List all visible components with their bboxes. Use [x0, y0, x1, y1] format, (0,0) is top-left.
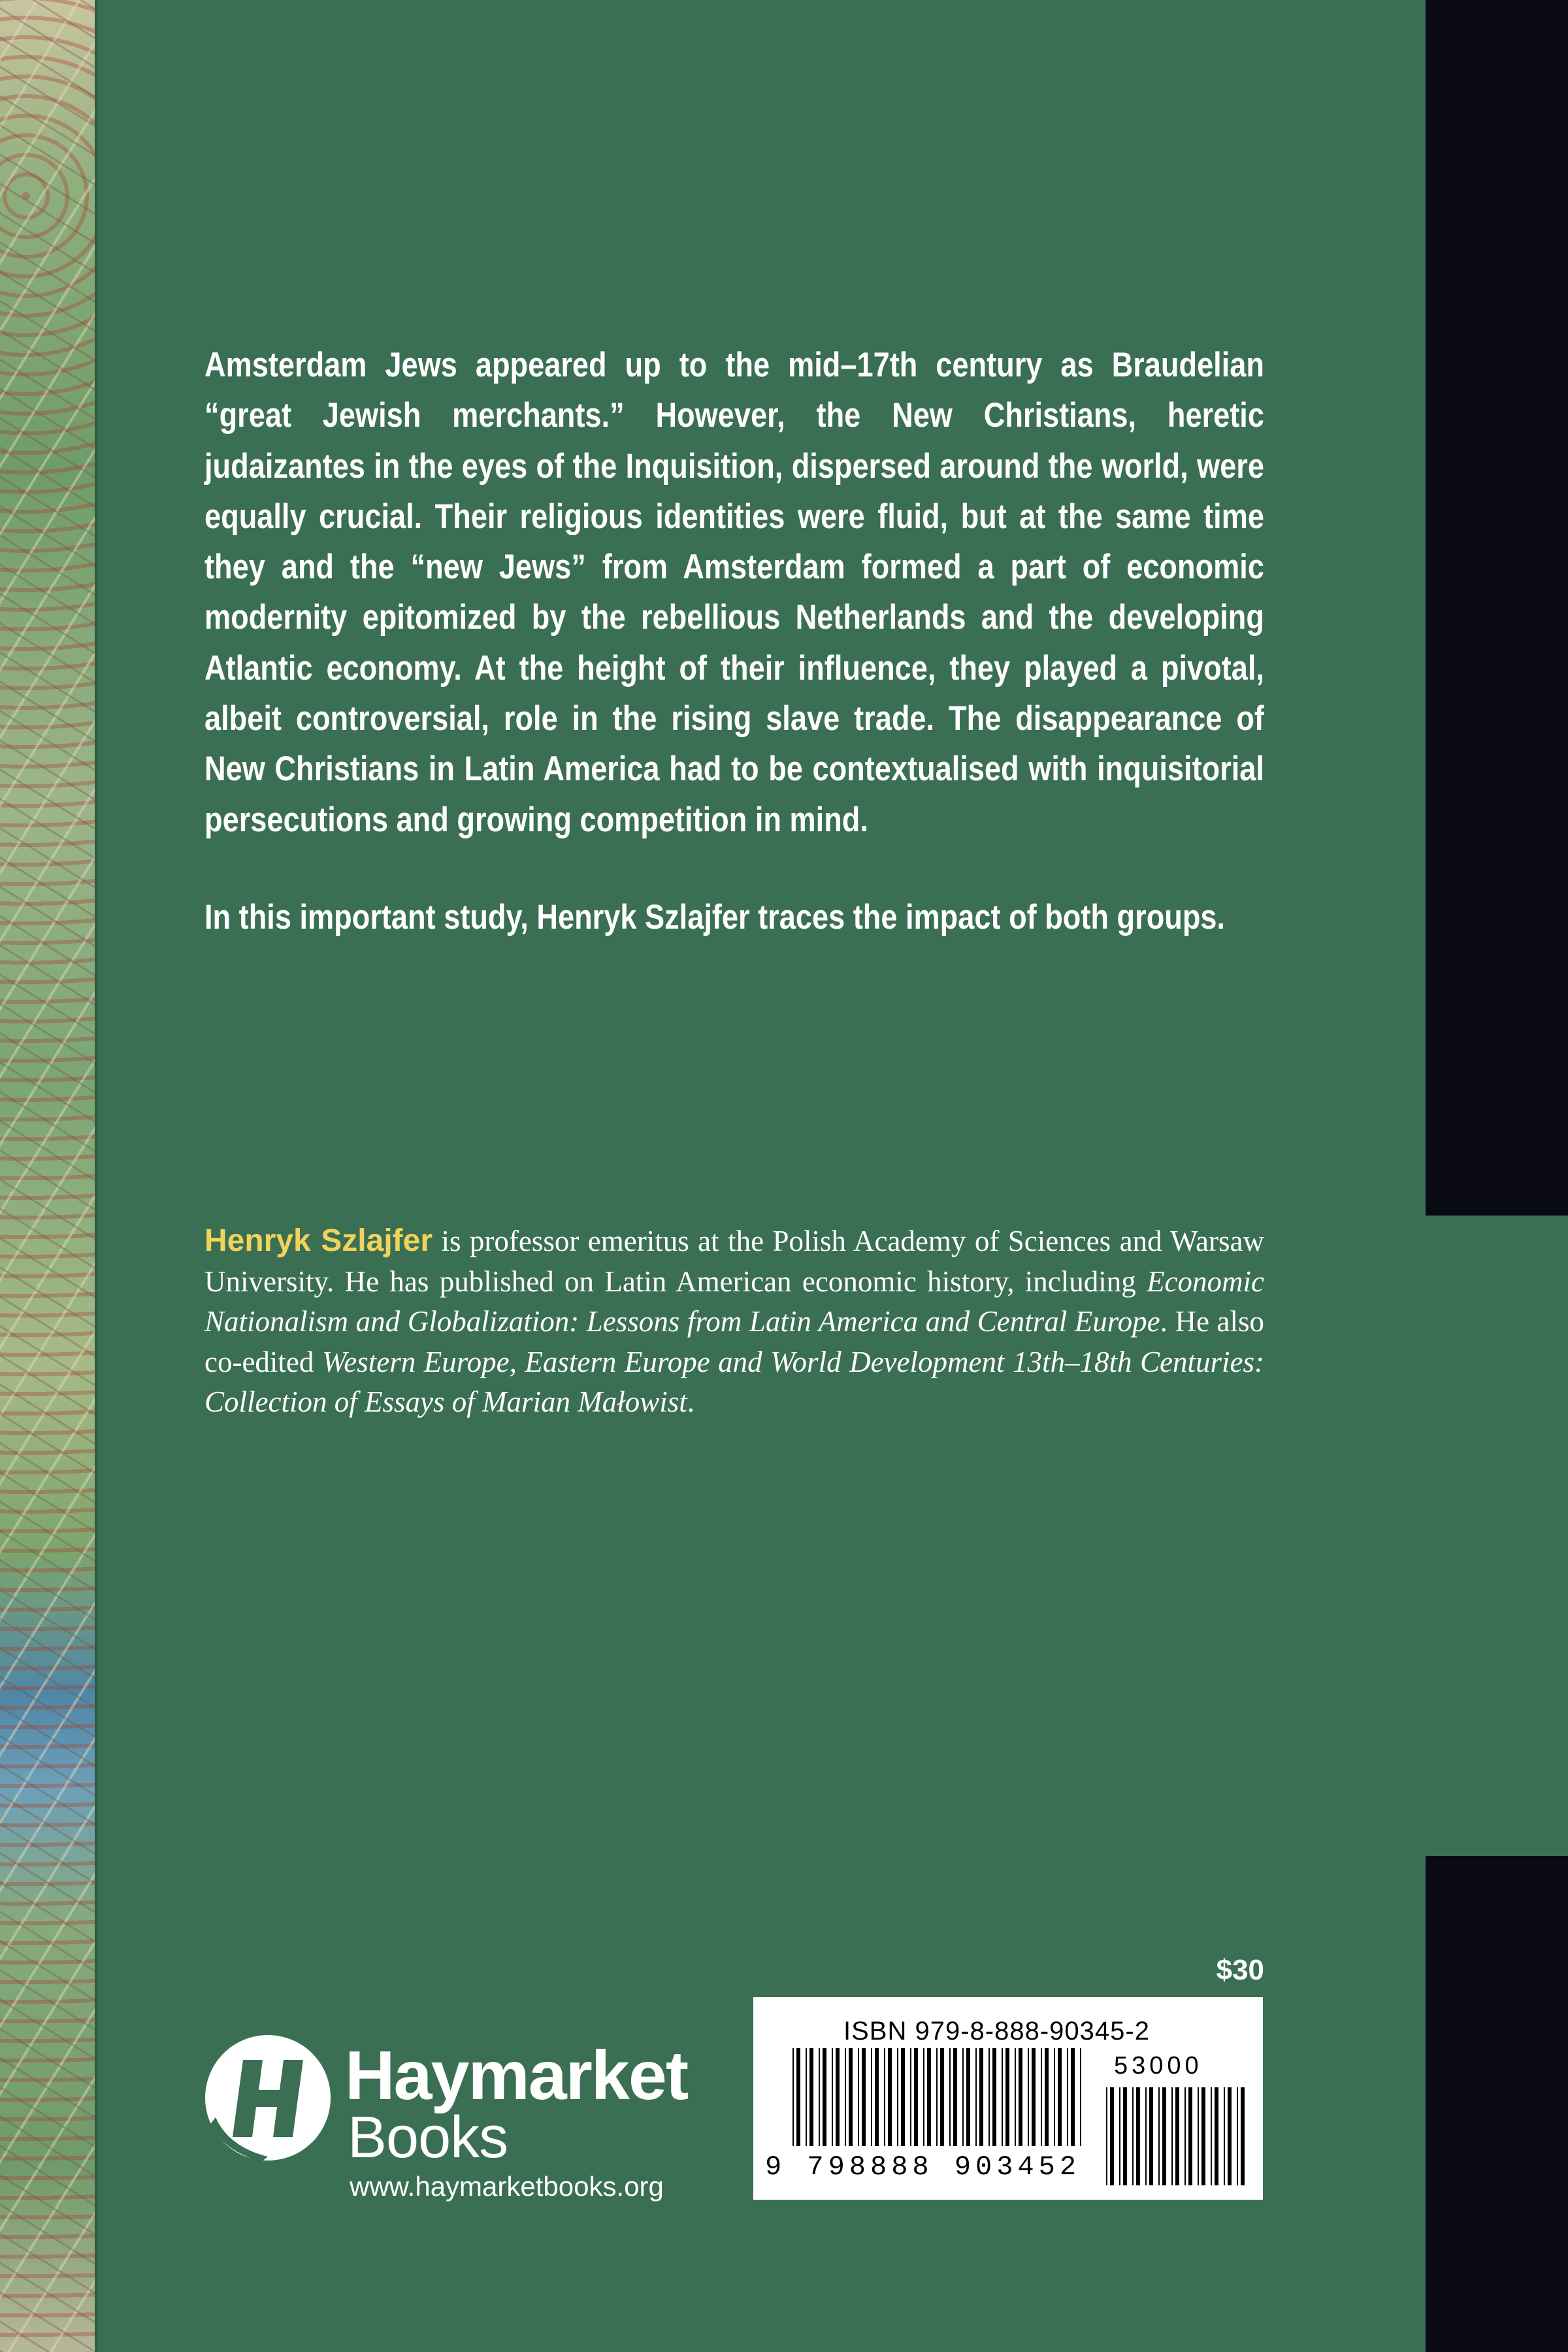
barcode-bar [923, 2048, 924, 2146]
barcode-bar [1228, 2087, 1232, 2185]
barcode-bar [936, 2048, 938, 2146]
ean-digits: 9 798888 903452 [765, 2151, 1081, 2183]
barcode-bar [1110, 2087, 1114, 2185]
barcode-bar [1028, 2048, 1029, 2146]
barcode-bar [1241, 2087, 1245, 2185]
barcode-bar [1224, 2087, 1225, 2185]
barcode-bar [1132, 2087, 1134, 2185]
barcode-bar [927, 2048, 931, 2146]
publisher-name-line2: Books [348, 2105, 508, 2170]
blurb-paragraph-1: Amsterdam Jews appeared up to the mid–17th century as Braudelian “great Jewish merchants.” However, the New Christians, heretic judaizantes in the eyes of the Inquisition, dispersed around the world, were equally crucial. Their religious identities were fluid, but at the same time they and the “new Jews” from Amsterdam formed a part of economic modernity epitomized by the rebellious Netherlands and the developing Atlantic economy. At the height of their influence, they played a pivotal, albeit controversial, role in the rising slave trade. The disappearance of New Christians in Latin America had to be contextualised with inquisitorial persecutions and growing competition in mind. [204, 346, 1264, 839]
barcode-bar [809, 2048, 813, 2146]
barcode-bar [1058, 2048, 1062, 2146]
barcode-addon: 53000 [1114, 2052, 1203, 2079]
barcode-bar [796, 2048, 800, 2146]
barcode-bar [988, 2048, 990, 2146]
barcode-bar [940, 2048, 944, 2146]
price: $30 [1216, 1954, 1264, 1986]
barcode-bar [949, 2048, 951, 2146]
barcode-bar [1005, 2048, 1009, 2146]
bio-text-2: . He also co-edited [204, 1305, 1264, 1378]
blurb [204, 340, 1264, 942]
barcode-bar [875, 2048, 879, 2146]
barcode-bar [1002, 2048, 1003, 2146]
isbn-label: ISBN 979-8-888-90345-2 [843, 2017, 1150, 2046]
barcode-bar [1149, 2087, 1153, 2185]
barcode-bar [966, 2048, 970, 2146]
barcode-bar [884, 2048, 885, 2146]
barcode-bar [1237, 2087, 1238, 2185]
author-bio [204, 1221, 1264, 1423]
barcode-bar [1071, 2048, 1075, 2146]
barcode-bar [1032, 2048, 1036, 2146]
haymarket-logo-icon [203, 2032, 333, 2163]
barcode-bar [901, 2048, 905, 2146]
barcode-bar [992, 2048, 996, 2146]
barcode-bar [1162, 2087, 1166, 2185]
barcode-bar [806, 2048, 807, 2146]
barcode-bar [1015, 2048, 1016, 2146]
barcode-bar [888, 2048, 892, 2146]
barcode-bar [845, 2048, 846, 2146]
barcode-bar [1041, 2048, 1042, 2146]
barcode-bar [1201, 2087, 1205, 2185]
barcode-bar [1119, 2087, 1120, 2185]
barcode-bar [1215, 2087, 1218, 2185]
publisher-name: Haymarket [345, 2037, 688, 2114]
publisher-url: www.haymarketbooks.org [350, 2171, 664, 2202]
barcode-bar [832, 2048, 833, 2146]
barcode-bar [1184, 2087, 1186, 2185]
book-title-1: Economic Nationalism and Globalization: Lessons from Latin America and Central Europe [204, 1265, 1264, 1338]
barcode-bar [1123, 2087, 1127, 2185]
bio-text-3: . [687, 1385, 694, 1418]
barcode-bar [823, 2048, 826, 2146]
barcode-bar [871, 2048, 872, 2146]
barcode-bar [1045, 2048, 1049, 2146]
barcode-bar [792, 2048, 794, 2146]
barcode-bar [858, 2048, 859, 2146]
barcode-bar [979, 2048, 983, 2146]
barcode-bar [914, 2048, 918, 2146]
barcode-bar [1054, 2048, 1055, 2146]
barcode-bar [910, 2048, 911, 2146]
barcode-bar [836, 2048, 840, 2146]
barcode-bar [975, 2048, 977, 2146]
barcode-bar [862, 2048, 866, 2146]
barcode-bar [1136, 2087, 1140, 2185]
bio-text-1: is professor emeritus at the Polish Academy of Sciences and Warsaw University. He has published on Latin American economic history, including [204, 1225, 1264, 1298]
barcode-bar [1145, 2087, 1147, 2185]
barcode-bar [1175, 2087, 1179, 2185]
barcode [753, 1997, 1263, 2200]
barcode-bar [1211, 2087, 1212, 2185]
barcode-bar [897, 2048, 898, 2146]
barcode-bar [1080, 2048, 1081, 2146]
barcode-bar [1019, 2048, 1022, 2146]
blurb-paragraph-2: In this important study, Henryk Szlajfer traces the impact of both groups. [204, 897, 1226, 936]
barcode-bar [1188, 2087, 1192, 2185]
barcode-bar [962, 2048, 964, 2146]
barcode-bar [819, 2048, 820, 2146]
barcode-bar [1158, 2087, 1160, 2185]
barcode-bar [1067, 2048, 1068, 2146]
book-title-2: Western Europe, Eastern Europe and World Development 13th–18th Centuries: Collection of Essays of Marian Małowist [204, 1345, 1264, 1418]
barcode-bar [849, 2048, 853, 2146]
barcode-bar [1171, 2087, 1173, 2185]
barcode-bar [1106, 2087, 1107, 2185]
barcode-bar [1198, 2087, 1199, 2185]
barcode-bar [953, 2048, 957, 2146]
author-name: Henryk Szlajfer [204, 1223, 433, 1258]
